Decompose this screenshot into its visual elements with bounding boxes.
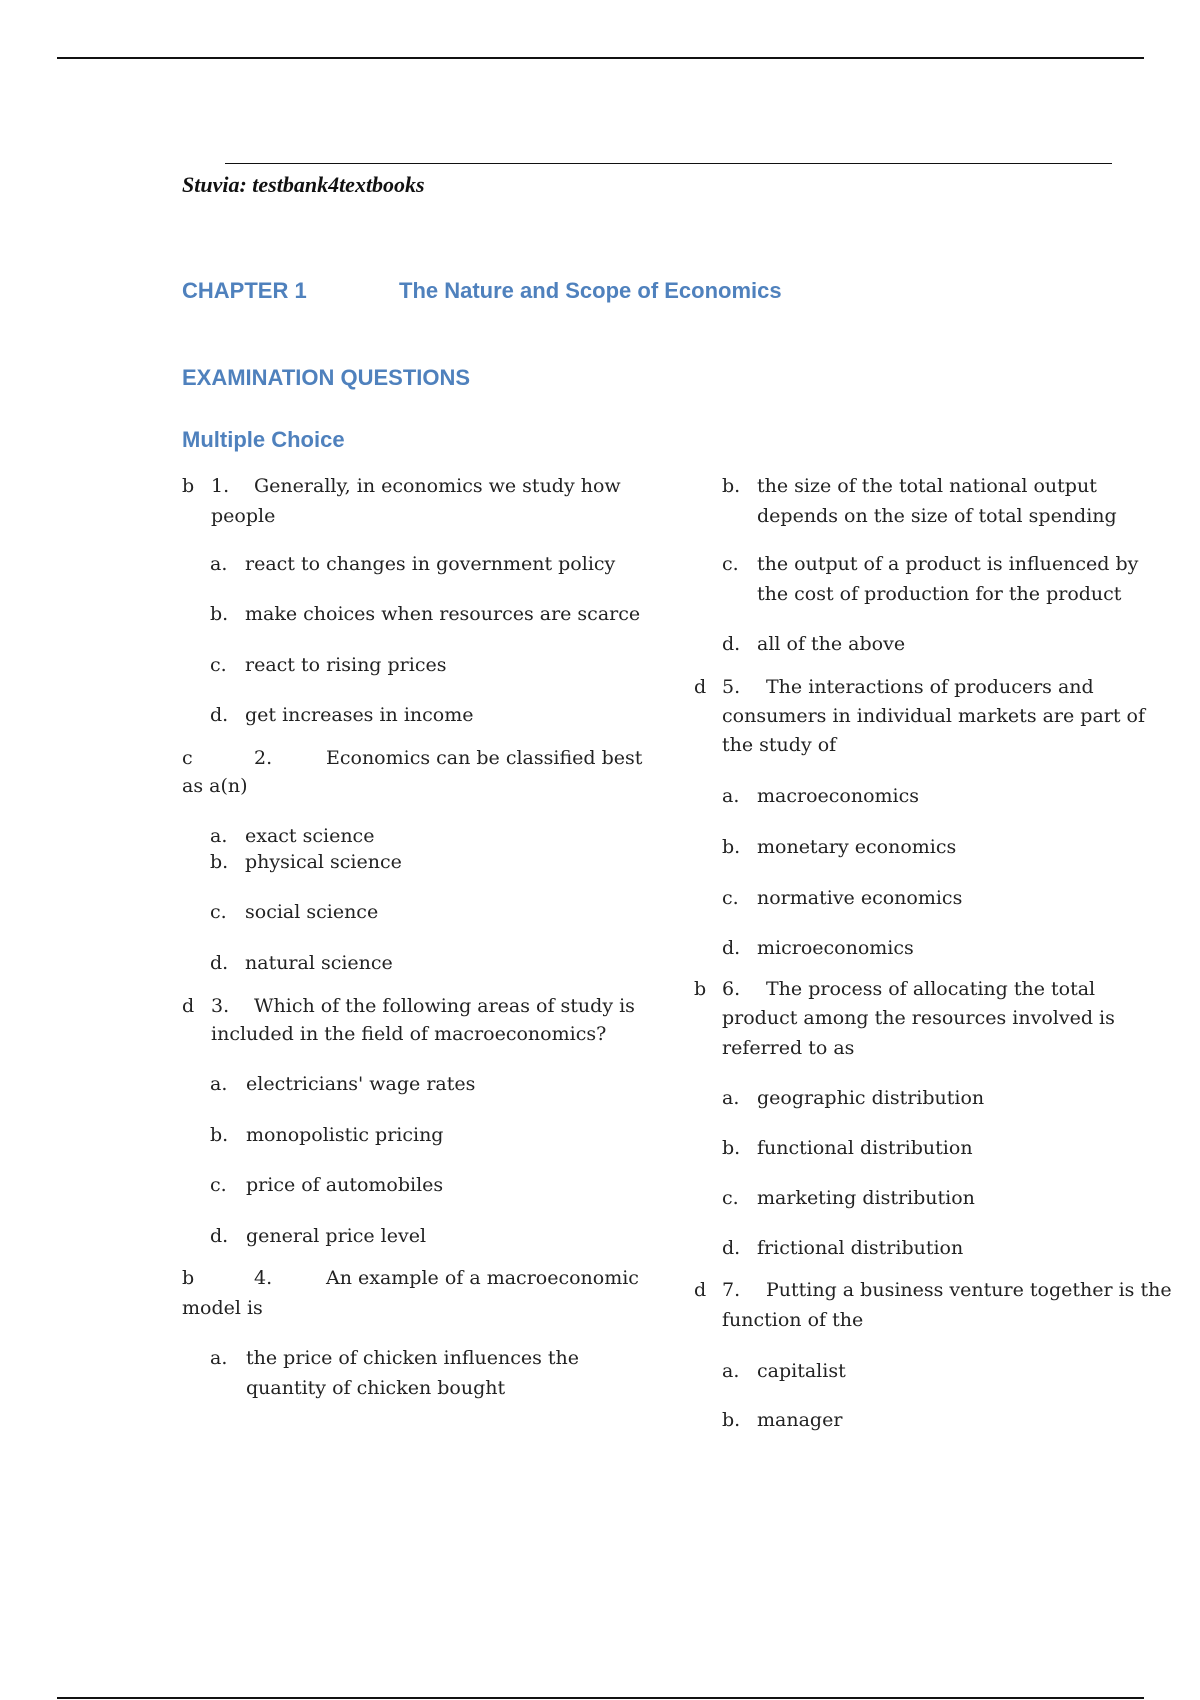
chapter-title: The Nature and Scope of Economics	[399, 278, 782, 303]
option-letter: d.	[210, 1225, 229, 1247]
option-letter: b.	[210, 603, 229, 625]
answer-key: d	[694, 676, 707, 698]
option-text: the price of chicken influences the	[246, 1347, 580, 1369]
option-text: the output of a product is influenced by	[757, 553, 1139, 575]
option-letter: d.	[210, 952, 229, 974]
subsection-title: Multiple Choice	[182, 427, 345, 452]
option-letter: c.	[722, 1187, 739, 1209]
option-text: functional distribution	[757, 1137, 973, 1159]
option-text: monopolistic pricing	[246, 1124, 444, 1146]
question-stem: model is	[182, 1297, 263, 1319]
option-text: all of the above	[757, 633, 906, 655]
option-text: macroeconomics	[757, 785, 919, 807]
option-text: electricians' wage rates	[246, 1073, 476, 1095]
option-letter: b.	[722, 836, 741, 858]
question-stem: people	[211, 505, 276, 527]
option-text: the cost of production for the product	[757, 583, 1122, 605]
option-text: exact science	[245, 825, 375, 847]
option-letter: c.	[210, 1174, 227, 1196]
option-text: price of automobiles	[246, 1174, 444, 1196]
header-rule	[225, 163, 1112, 164]
top-rule	[57, 57, 1144, 59]
answer-key: d	[182, 995, 195, 1017]
option-text: the size of the total national output	[757, 475, 1097, 497]
section-title: EXAMINATION QUESTIONS	[182, 365, 471, 390]
question-stem: Putting a business venture together is the	[766, 1279, 1172, 1301]
question-number: 3.	[211, 995, 230, 1017]
option-text: quantity of chicken bought	[246, 1377, 506, 1399]
question-stem: function of the	[722, 1309, 864, 1331]
question-number: 4.	[254, 1267, 273, 1289]
option-text: physical science	[245, 851, 402, 873]
option-text: make choices when resources are scarce	[245, 603, 641, 625]
question-stem: product among the resources involved is	[722, 1007, 1115, 1029]
option-letter: a.	[210, 1073, 228, 1095]
question-number: 1.	[211, 475, 230, 497]
option-text: microeconomics	[757, 937, 914, 959]
option-text: natural science	[245, 952, 393, 974]
option-letter: b.	[722, 1409, 741, 1431]
option-letter: d.	[722, 633, 741, 655]
option-letter: a.	[210, 1347, 228, 1369]
option-text: geographic distribution	[757, 1087, 985, 1109]
option-letter: a.	[722, 1087, 740, 1109]
option-text: get increases in income	[245, 704, 474, 726]
option-letter: c.	[722, 887, 739, 909]
question-stem: consumers in individual markets are part of	[722, 705, 1146, 727]
option-letter: a.	[210, 825, 228, 847]
question-stem: Economics can be classified best	[326, 747, 643, 769]
question-stem: Generally, in economics we study how	[254, 475, 621, 497]
option-letter: b.	[210, 1124, 229, 1146]
answer-key: b	[182, 1267, 195, 1289]
question-stem: the study of	[722, 734, 837, 756]
option-letter: d.	[722, 937, 741, 959]
answer-key: d	[694, 1279, 707, 1301]
question-number: 6.	[722, 978, 741, 1000]
option-text: capitalist	[757, 1360, 846, 1382]
question-stem: included in the field of macroeconomics?	[211, 1023, 607, 1045]
option-letter: b.	[722, 1137, 741, 1159]
option-letter: c.	[722, 553, 739, 575]
question-stem: The interactions of producers and	[766, 676, 1094, 698]
option-text: manager	[757, 1409, 843, 1431]
bottom-rule	[57, 1697, 1144, 1699]
answer-key: b	[694, 978, 707, 1000]
answer-key: c	[182, 747, 193, 769]
option-text: normative economics	[757, 887, 963, 909]
option-letter: a.	[722, 1360, 740, 1382]
chapter-label: CHAPTER 1	[182, 278, 307, 303]
option-text: depends on the size of total spending	[757, 505, 1117, 527]
option-text: frictional distribution	[757, 1237, 964, 1259]
option-letter: b.	[210, 851, 229, 873]
question-stem: as a(n)	[182, 775, 248, 797]
question-number: 5.	[722, 676, 741, 698]
option-letter: a.	[210, 553, 228, 575]
option-letter: c.	[210, 654, 227, 676]
question-stem: An example of a macroeconomic	[326, 1267, 639, 1289]
option-text: react to changes in government policy	[245, 553, 616, 575]
question-stem: referred to as	[722, 1037, 855, 1059]
option-letter: b.	[722, 475, 741, 497]
option-text: social science	[245, 901, 379, 923]
option-text: marketing distribution	[757, 1187, 975, 1209]
option-letter: d.	[722, 1237, 741, 1259]
option-letter: a.	[722, 785, 740, 807]
option-text: monetary economics	[757, 836, 957, 858]
question-number: 2.	[254, 747, 273, 769]
option-text: react to rising prices	[245, 654, 447, 676]
option-text: general price level	[246, 1225, 427, 1247]
page-header-source: Stuvia: testbank4textbooks	[182, 172, 425, 197]
question-stem: Which of the following areas of study is	[254, 995, 635, 1017]
option-letter: d.	[210, 704, 229, 726]
answer-key: b	[182, 475, 195, 497]
question-stem: The process of allocating the total	[766, 978, 1096, 1000]
option-letter: c.	[210, 901, 227, 923]
question-number: 7.	[722, 1279, 741, 1301]
